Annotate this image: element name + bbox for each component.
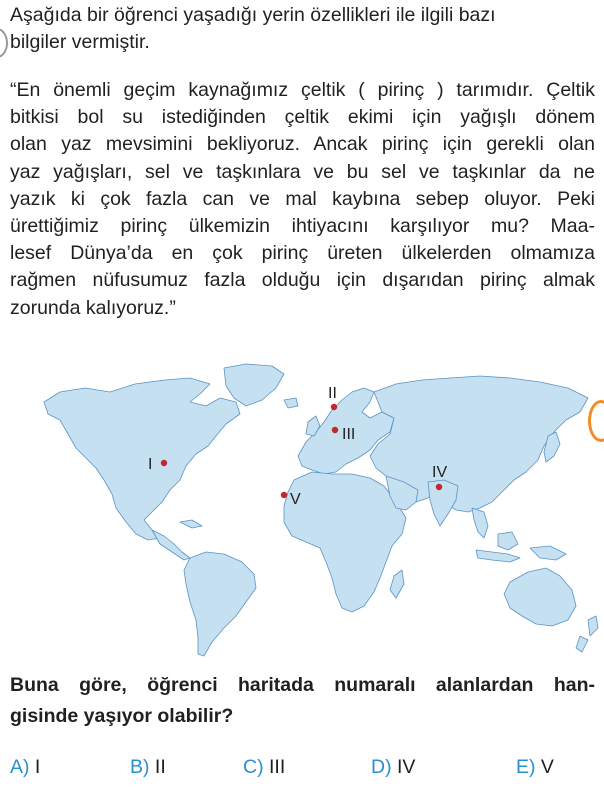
new-guinea-shape [530, 546, 566, 560]
quote-line: lesef Dünya’da en çok pirinç üreten ülkelerden olmamıza [10, 242, 595, 265]
page-edge-curve [0, 28, 8, 58]
southeast-asia-shape [472, 508, 488, 538]
option-e[interactable] [516, 756, 554, 779]
greenland-shape [224, 364, 284, 406]
world-map [40, 362, 600, 660]
marker-iii-label: III [342, 426, 356, 443]
marker-ii-dot [331, 404, 337, 410]
north-america-shape [44, 378, 240, 540]
marker-iv-dot [436, 484, 442, 490]
question-text [10, 670, 595, 732]
option-b[interactable] [130, 756, 166, 779]
option-letter: A) [10, 756, 30, 778]
south-america-shape [184, 552, 256, 656]
marker-iii-dot [332, 427, 338, 433]
quote-line: olan yaz mevsimini bekliyoruz. Ancak pirinç için gerekli olan [10, 133, 595, 156]
question-line: Buna göre, öğrenci haritada numaralı alanlardan han- [10, 674, 595, 696]
option-text: IV [397, 756, 416, 778]
answer-options [0, 756, 604, 786]
option-d[interactable] [371, 756, 415, 779]
indonesia-shape [476, 550, 520, 562]
option-text: II [154, 756, 166, 778]
option-letter: E) [516, 756, 536, 778]
quote-line: bitkisi bol su istediğinden çeltik ekimi için yağışlı dönem [10, 106, 595, 129]
option-text: V [540, 756, 554, 778]
student-quote [10, 77, 595, 322]
new-zealand-south-shape [576, 636, 588, 652]
quote-line: zorunda kalıyoruz.” [10, 296, 176, 319]
option-letter: B) [130, 756, 150, 778]
caribbean-shape [180, 520, 202, 528]
option-letter: D) [371, 756, 392, 778]
quote-line: yaz yağışları, sel ve taşkınlara ve bu sel ve taşkınlar da ne [10, 160, 595, 183]
africa-shape [284, 472, 406, 612]
marker-ii-label: II [328, 385, 337, 402]
intro-line: Aşağıda bir öğrenci yaşadığı yerin özellikleri ile ilgili bazı [10, 4, 496, 26]
marker-i-dot [161, 460, 167, 466]
new-zealand-shape [588, 616, 598, 636]
marker-v-dot [281, 492, 287, 498]
marker-v-label: V [290, 491, 301, 508]
central-america-shape [152, 530, 190, 560]
option-text: III [269, 756, 286, 778]
option-a[interactable] [10, 756, 40, 779]
option-letter: C) [243, 756, 264, 778]
quote-line: “En önemli geçim kaynağımız çeltik ( pirinç ) tarımıdır. Çeltik [10, 79, 595, 101]
iceland-shape [284, 398, 298, 408]
quote-line: yazık ki çok fazla can ve mal kaybına sebep oluyor. Peki [10, 187, 595, 210]
world-map-svg [40, 362, 600, 660]
australia-shape [504, 568, 576, 626]
borneo-shape [498, 532, 518, 550]
quote-line: ürettiğimiz pirinç ülkemizin ihtiyacını karşılıyor mu? Maa- [10, 215, 595, 238]
question-line: gisinde yaşıyor olabilir? [10, 705, 234, 727]
quote-line: rağmen nüfusumuz fazla olduğu için dışarıdan pirinç almak [10, 269, 595, 292]
marker-iv-label: IV [432, 464, 448, 481]
option-c[interactable] [243, 756, 285, 779]
marker-i-label: I [148, 456, 153, 473]
intro-line: bilgiler vermiştir. [10, 31, 150, 53]
india-shape [428, 480, 458, 526]
option-text: I [34, 756, 41, 778]
intro-text [10, 2, 595, 56]
madagascar-shape [390, 570, 404, 598]
